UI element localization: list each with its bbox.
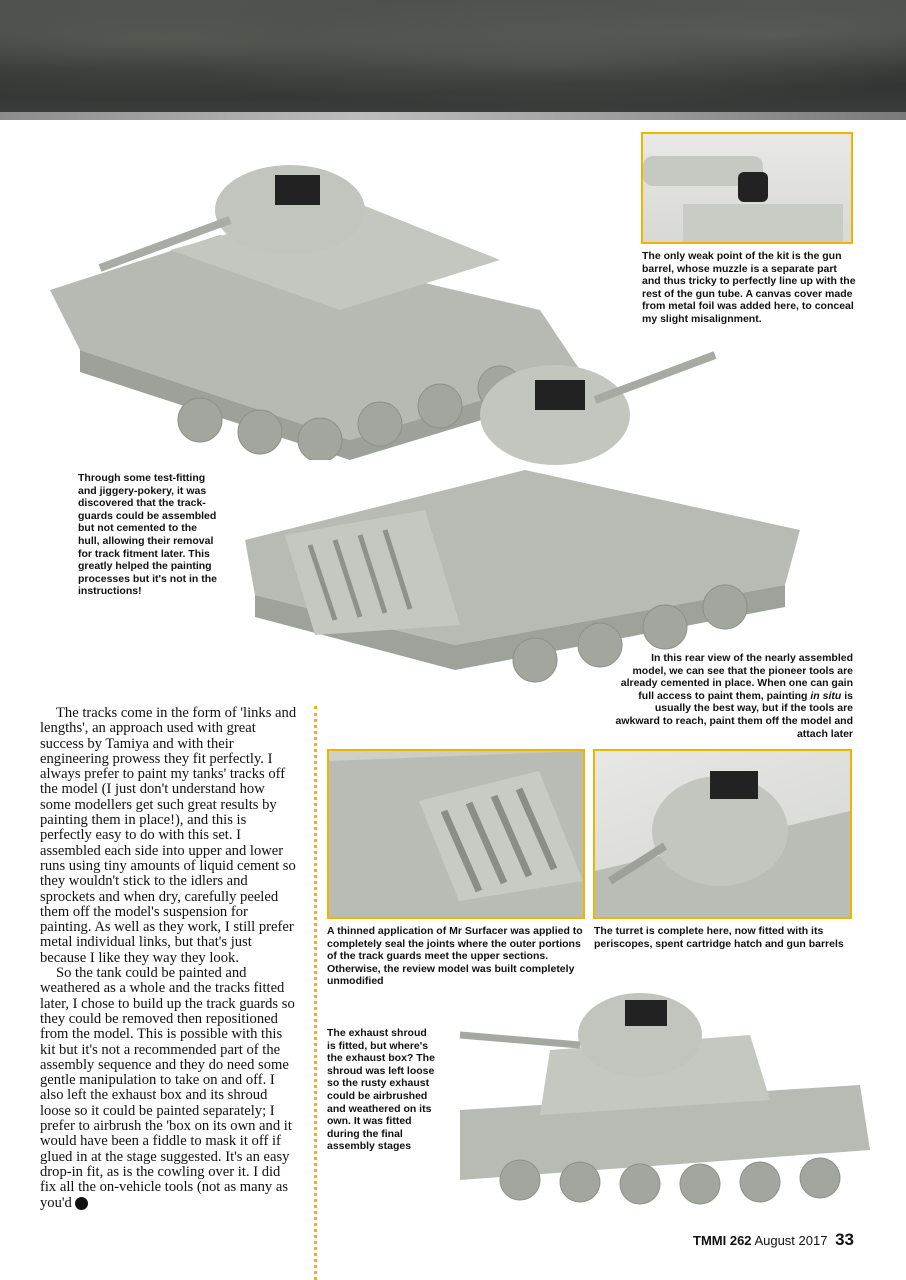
article-body [40, 706, 298, 1211]
track-guards-caption: Through some test-fitting and jiggery-pokery, it was discovered that the track-guards could be assembled but not cemented to the hull, allowing their removal for track fitment later. This greatly helped the painting processes but it's not in the instructions! [78, 472, 218, 598]
turret-photo [593, 749, 852, 919]
exhaust-caption: The exhaust shroud is fitted, but where's the exhaust box? The shroud was left loose so the rusty exhaust could be airbrushed and weathered on its own. It was fitted during the final assembly stages [327, 1027, 435, 1153]
issue-date: August 2017 [754, 1233, 828, 1248]
rear-view-caption-italic: in situ [810, 689, 842, 702]
magazine-name: TMMI 262 [693, 1233, 752, 1248]
arrow-right-circle-icon: ▶ [75, 1197, 88, 1210]
rear-view-caption-text-2: is usually the best way, but if the tools are awkward to reach, paint them off the model and attach later [615, 689, 853, 740]
gun-barrel-caption: The only weak point of the kit is the gun barrel, whose muzzle is a separate part and thus tricky to perfectly line up with the rest of the gun tube. A canvas cover made from metal foil was added here, to conceal my slight misalignment. [642, 250, 856, 325]
rear-view-caption [615, 652, 853, 740]
turret-caption: The turret is complete here, now fitted with its periscopes, spent cartridge hatch and gun barrels [594, 925, 844, 950]
body-paragraph-1: The tracks come in the form of 'links and lengths', an approach used with great success by Tamiya and with their engineering prowess they fit perfectly. I always prefer to paint my tanks' tracks off the model (I just don't understand how some modellers get such great results by painting them in place!), and this is perfectly easy to do with this set. I assembled each side into upper and lower runs using tiny amounts of liquid cement so they wouldn't stick to the idlers and sprockets and when dry, carefully peeled them off the model's suspension for painting. As well as they work, I still prefer metal individual links, but that's just because I like they way they look. [40, 705, 297, 966]
body-paragraph-2 [40, 966, 298, 1211]
tank-photo-side [440, 990, 880, 1220]
column-divider [314, 706, 317, 1280]
rear-view-caption-text-1: In this rear view of the nearly assembled model, we can see that the pioneer tools are already cemented in place. When one can gain full access to paint them, painting [620, 652, 853, 702]
gun-barrel-photo [641, 132, 853, 244]
surfacer-caption: A thinned application of Mr Surfacer was applied to completely seal the joints where the outer portions of the track guards meet the upper sections. Otherwise, the review model was built completely unmodified [327, 925, 583, 988]
header-divider [0, 112, 906, 120]
body-paragraph-2-text: So the tank could be painted and weathered as a whole and the tracks fitted later, I chose to build up the track guards so they could be removed then repositioned from the model. This is possible with this kit but it's not a recommended part of the assembly sequence and they do need some gentle manipulation to take on and off. I also left the exhaust box and its shroud loose so it could be painted separately; I prefer to airbrush the 'box on its own and it would have been a fiddle to mask it off if glued in at the stage suggested. It's an easy drop-in fit, as is the cowling over it. I did fix all the on-vehicle tools (not as many as you'd [40, 965, 295, 1211]
surfacer-detail-photo [327, 749, 585, 919]
header-banner [0, 0, 906, 116]
page-footer [693, 1230, 854, 1250]
page-number: 33 [835, 1230, 854, 1249]
